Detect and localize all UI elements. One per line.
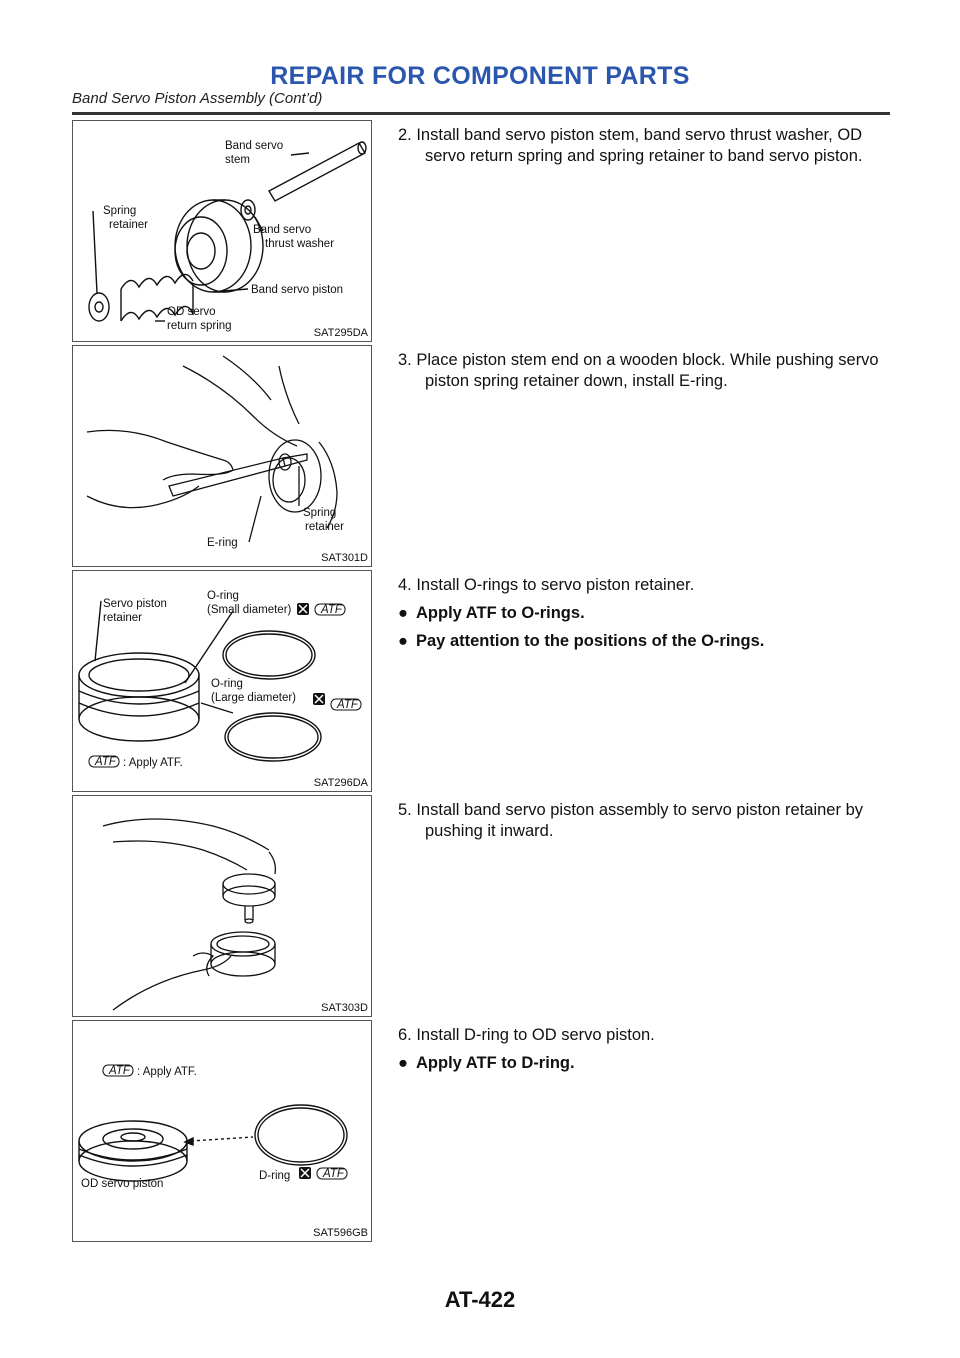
- label-thrust-washer: thrust washer: [265, 238, 335, 250]
- step-4: [398, 575, 892, 652]
- atf-marker-d-ring: [299, 1167, 347, 1180]
- page-number: AT-422: [444, 1287, 516, 1312]
- figure-e-ring-install: [72, 345, 372, 567]
- label-o-ring: O-ring: [207, 590, 239, 602]
- step-3: [398, 350, 892, 392]
- label-large-diameter: (Large diameter): [211, 692, 297, 704]
- atf-legend-badge: [103, 1065, 133, 1077]
- label-spring: Spring: [303, 507, 337, 519]
- figure-caption: SAT303D: [321, 1002, 368, 1014]
- d-ring-illustration: [73, 1021, 372, 1242]
- step-text: 4. Install O-rings to servo piston retainer.: [398, 576, 695, 594]
- label-band-servo-piston: Band servo piston: [251, 284, 344, 296]
- label-apply-atf: : Apply ATF.: [137, 1066, 197, 1078]
- figure-d-ring: [72, 1020, 372, 1242]
- atf-legend-badge: [89, 756, 119, 768]
- label-retainer: retainer: [305, 521, 344, 533]
- label-apply-atf: : Apply ATF.: [123, 757, 183, 769]
- band-servo-parts-illustration: [73, 121, 372, 342]
- bullet-dot: ●: [398, 1054, 408, 1072]
- bullet-apply-atf-d-ring: ● Apply ATF to D-ring.: [398, 1054, 575, 1072]
- figure-o-rings: [72, 570, 372, 792]
- atf-marker-small: [297, 603, 345, 616]
- step-text: 2. Install band servo piston stem, band servo thrust washer, OD servo return spring and spring retainer to band servo piston.: [398, 126, 863, 165]
- label-retainer: retainer: [103, 612, 142, 624]
- label-spring: Spring: [103, 205, 137, 217]
- bullet-o-ring-positions: ● Pay attention to the positions of the O-rings.: [398, 632, 765, 650]
- label-servo-piston: Servo piston: [103, 598, 167, 610]
- page-subtitle: Band Servo Piston Assembly (Cont’d): [72, 90, 323, 107]
- step-5: [398, 800, 892, 842]
- step-text: 5. Install band servo piston assembly to servo piston retainer by pushing it inward.: [398, 801, 863, 840]
- page-title: REPAIR FOR COMPONENT PARTS: [270, 62, 690, 90]
- figure-caption: SAT596GB: [313, 1227, 368, 1239]
- label-o-ring-2: O-ring: [211, 678, 243, 690]
- svg-text:ATF: ATF: [95, 756, 116, 768]
- figure-caption: SAT301D: [321, 552, 368, 564]
- bullet-dot: ●: [398, 604, 408, 622]
- bullet-dot: ●: [398, 632, 408, 650]
- label-retainer: retainer: [109, 219, 148, 231]
- figure-caption: SAT295DA: [313, 327, 368, 339]
- label-stem: stem: [225, 154, 250, 166]
- piston-push-in-illustration: [73, 796, 372, 1017]
- header-rule: [72, 112, 890, 115]
- e-ring-install-illustration: [73, 346, 372, 567]
- figure-caption: SAT296DA: [313, 777, 368, 789]
- label-d-ring: D-ring: [259, 1170, 291, 1182]
- label-e-ring: E-ring: [207, 537, 238, 549]
- svg-text:ATF: ATF: [109, 1065, 130, 1077]
- label-od-servo-piston: OD servo piston: [81, 1178, 164, 1190]
- step-text: 6. Install D-ring to OD servo piston.: [398, 1026, 655, 1044]
- svg-text:ATF: ATF: [337, 699, 358, 711]
- step-text: 3. Place piston stem end on a wooden block. While pushing servo piston spring retainer down, install E-ring.: [398, 351, 879, 390]
- svg-text:ATF: ATF: [323, 1168, 344, 1180]
- figure-piston-push-in: [72, 795, 372, 1017]
- atf-marker-large: [313, 693, 361, 711]
- label-band-servo: Band servo: [225, 140, 284, 152]
- o-rings-illustration: [73, 571, 372, 792]
- label-return-spring: return spring: [167, 320, 232, 332]
- step-2: [398, 125, 892, 167]
- step-6: [398, 1025, 892, 1074]
- label-small-diameter: (Small diameter): [207, 604, 292, 616]
- figure-band-servo-parts: [72, 120, 372, 342]
- label-band-servo-2: Band servo: [253, 224, 312, 236]
- label-od-servo: OD servo: [167, 306, 216, 318]
- svg-text:ATF: ATF: [321, 604, 342, 616]
- bullet-apply-atf: ● Apply ATF to O-rings.: [398, 604, 585, 622]
